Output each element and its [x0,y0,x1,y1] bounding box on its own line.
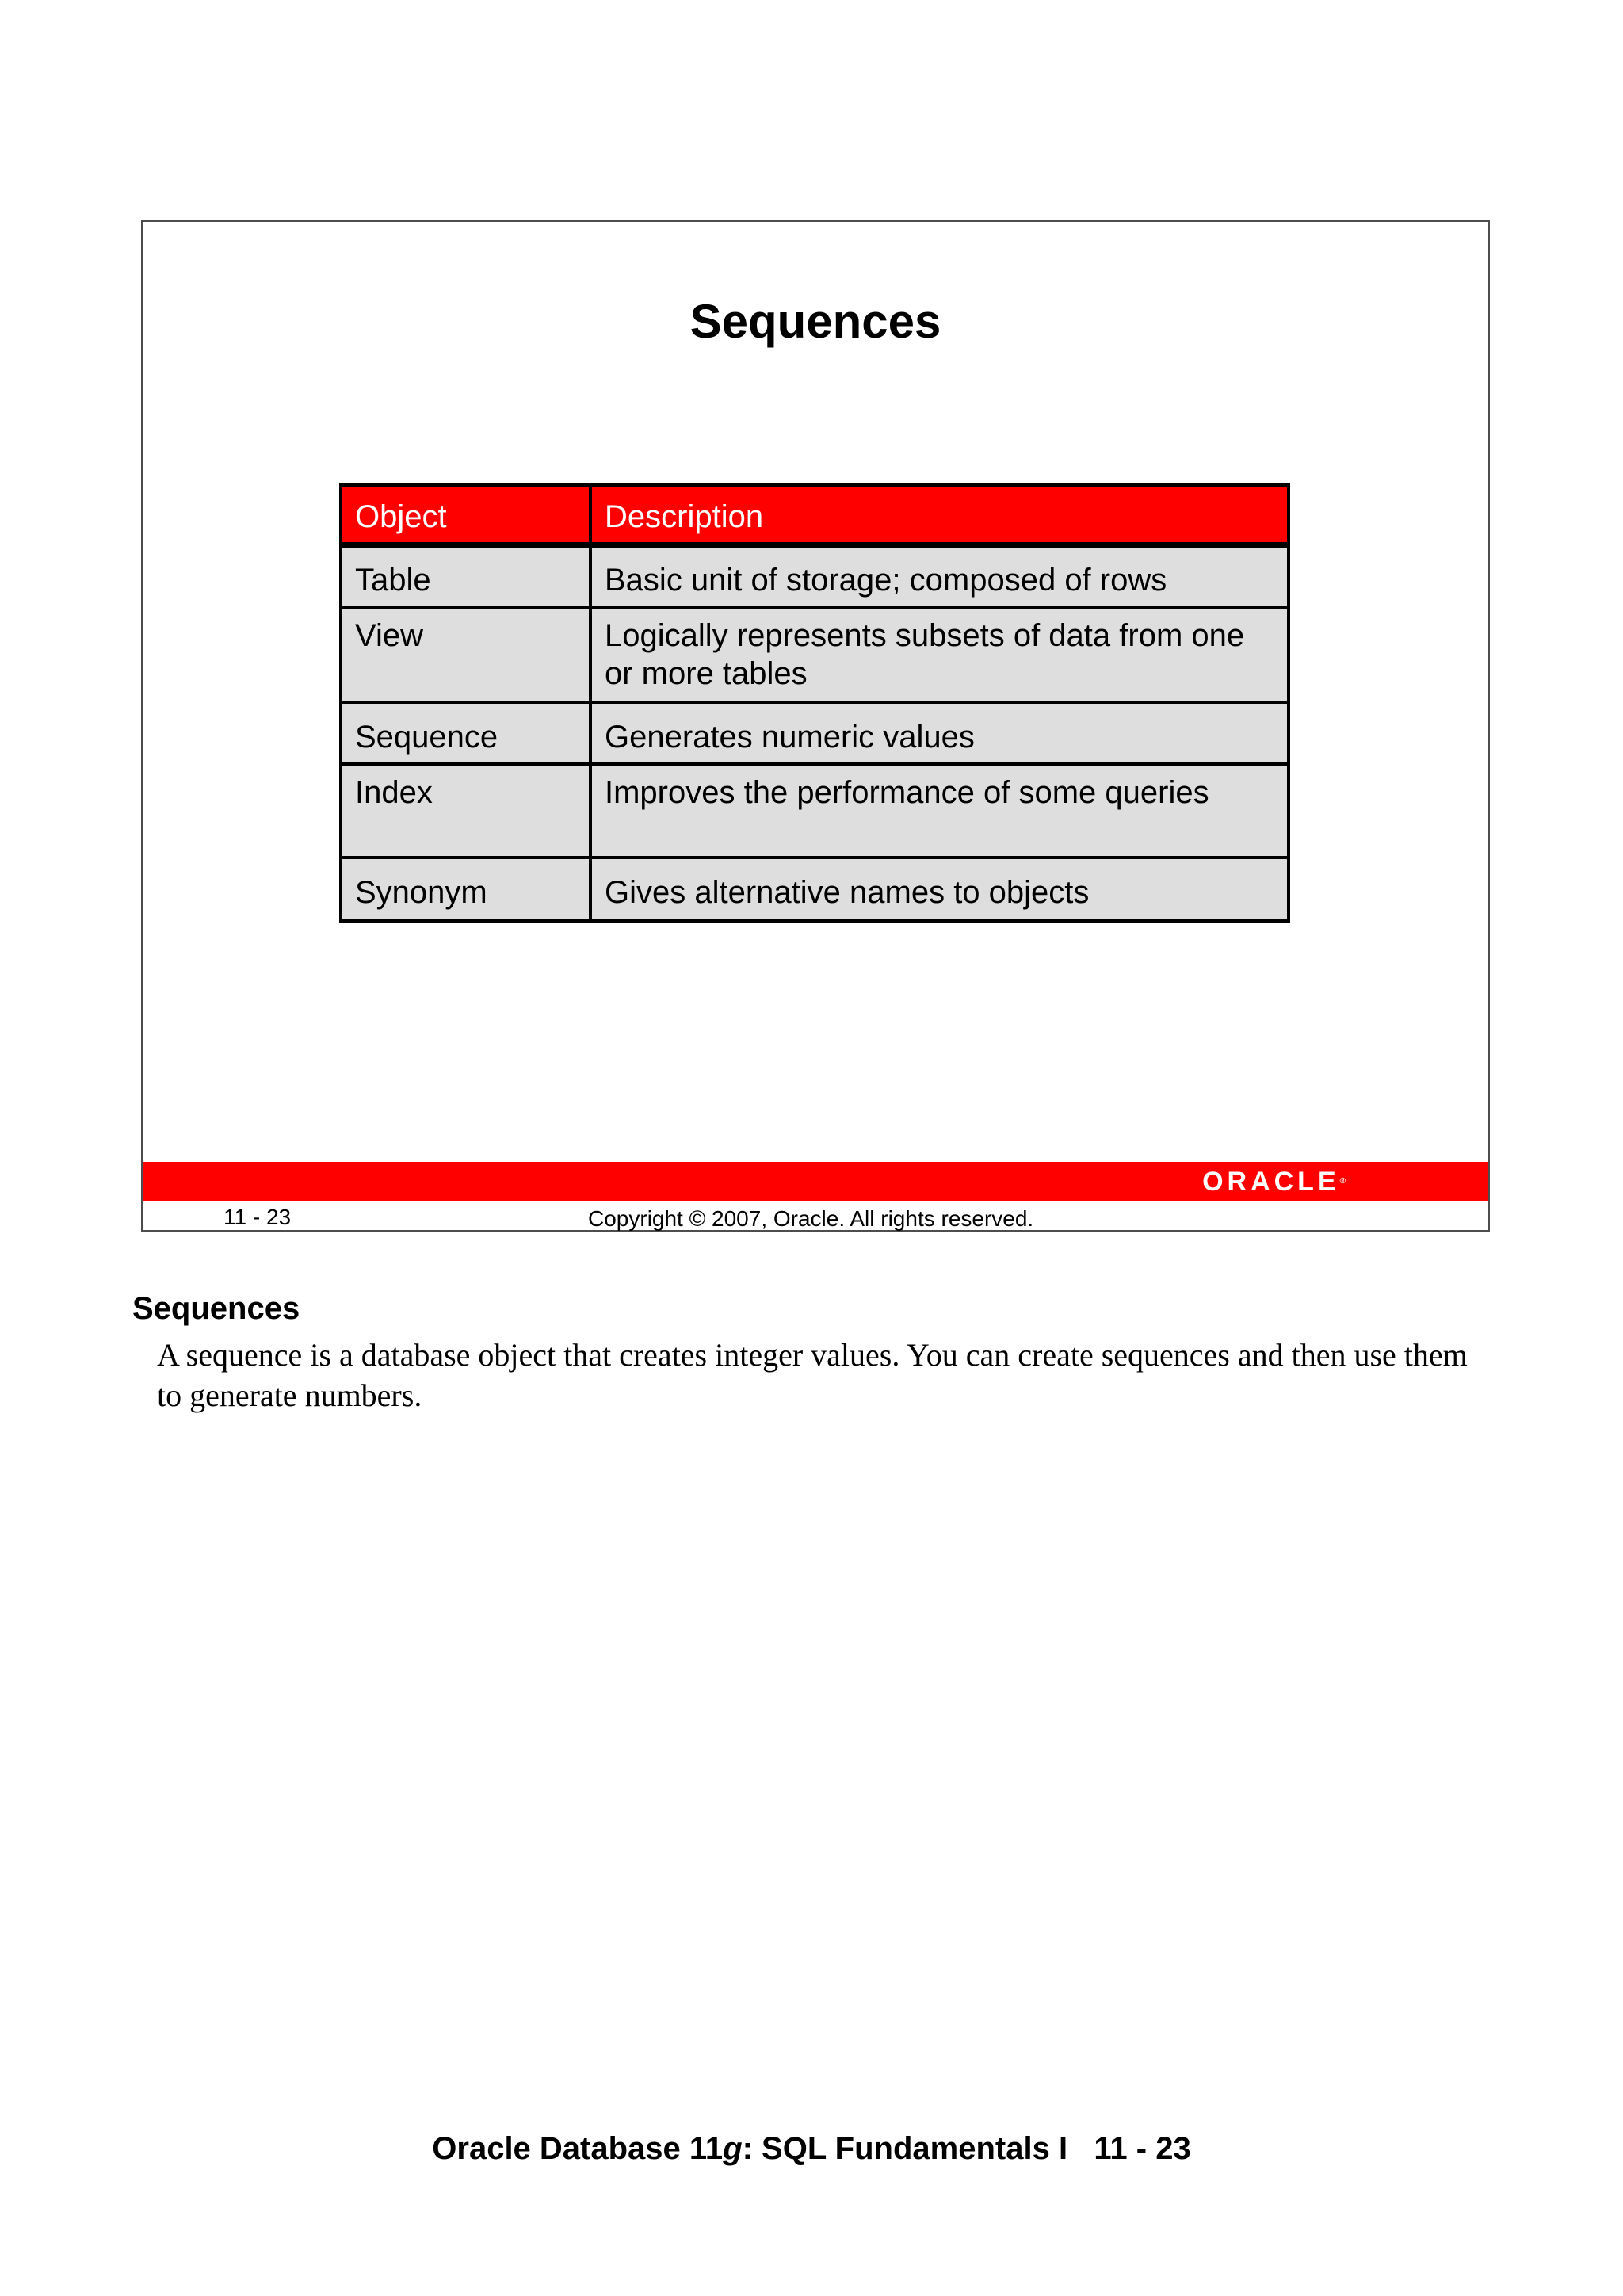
table-header-row [341,485,1289,545]
footer-suffix: : SQL Fundamentals I 11 - 23 [742,2131,1191,2166]
registered-mark: ® [1339,1177,1346,1186]
header-object: Object [341,485,590,545]
cell-object: Sequence [341,702,590,764]
slide-frame [141,220,1490,1232]
cell-object: Table [341,545,590,607]
footer-italic: g [723,2131,743,2166]
footer-prefix: Oracle Database 11 [432,2131,724,2166]
slide-title: Sequences [689,295,941,348]
cell-description: Improves the performance of some queries [590,764,1289,858]
objects-table [339,483,1290,923]
slide-copyright: Copyright © 2007, Oracle. All rights reserved. [588,1206,1034,1231]
cell-description: Basic unit of storage; composed of rows [590,545,1289,607]
cell-object: View [341,607,590,702]
table-row [341,607,1289,702]
header-description: Description [590,485,1289,545]
cell-description: Gives alternative names to objects [590,858,1289,921]
oracle-footer-bar [143,1162,1488,1201]
cell-object: Index [341,764,590,858]
cell-object: Synonym [341,858,590,921]
table-row [341,702,1289,764]
table-row [341,764,1289,858]
slide-number: 11 - 23 [223,1205,292,1229]
page-footer [0,2130,1623,2168]
table-row [341,858,1289,921]
oracle-logo [1202,1167,1346,1197]
cell-description: Generates numeric values [590,702,1289,764]
cell-description: Logically represents subsets of data from one or more tables [590,607,1289,702]
table-row [341,545,1289,607]
notes-heading: Sequences [132,1291,300,1326]
oracle-logo-text: ORACLE [1202,1167,1340,1197]
notes-body: A sequence is a database object that creates integer values. You can create sequences and then use them to generate numbers. [157,1337,1468,1413]
